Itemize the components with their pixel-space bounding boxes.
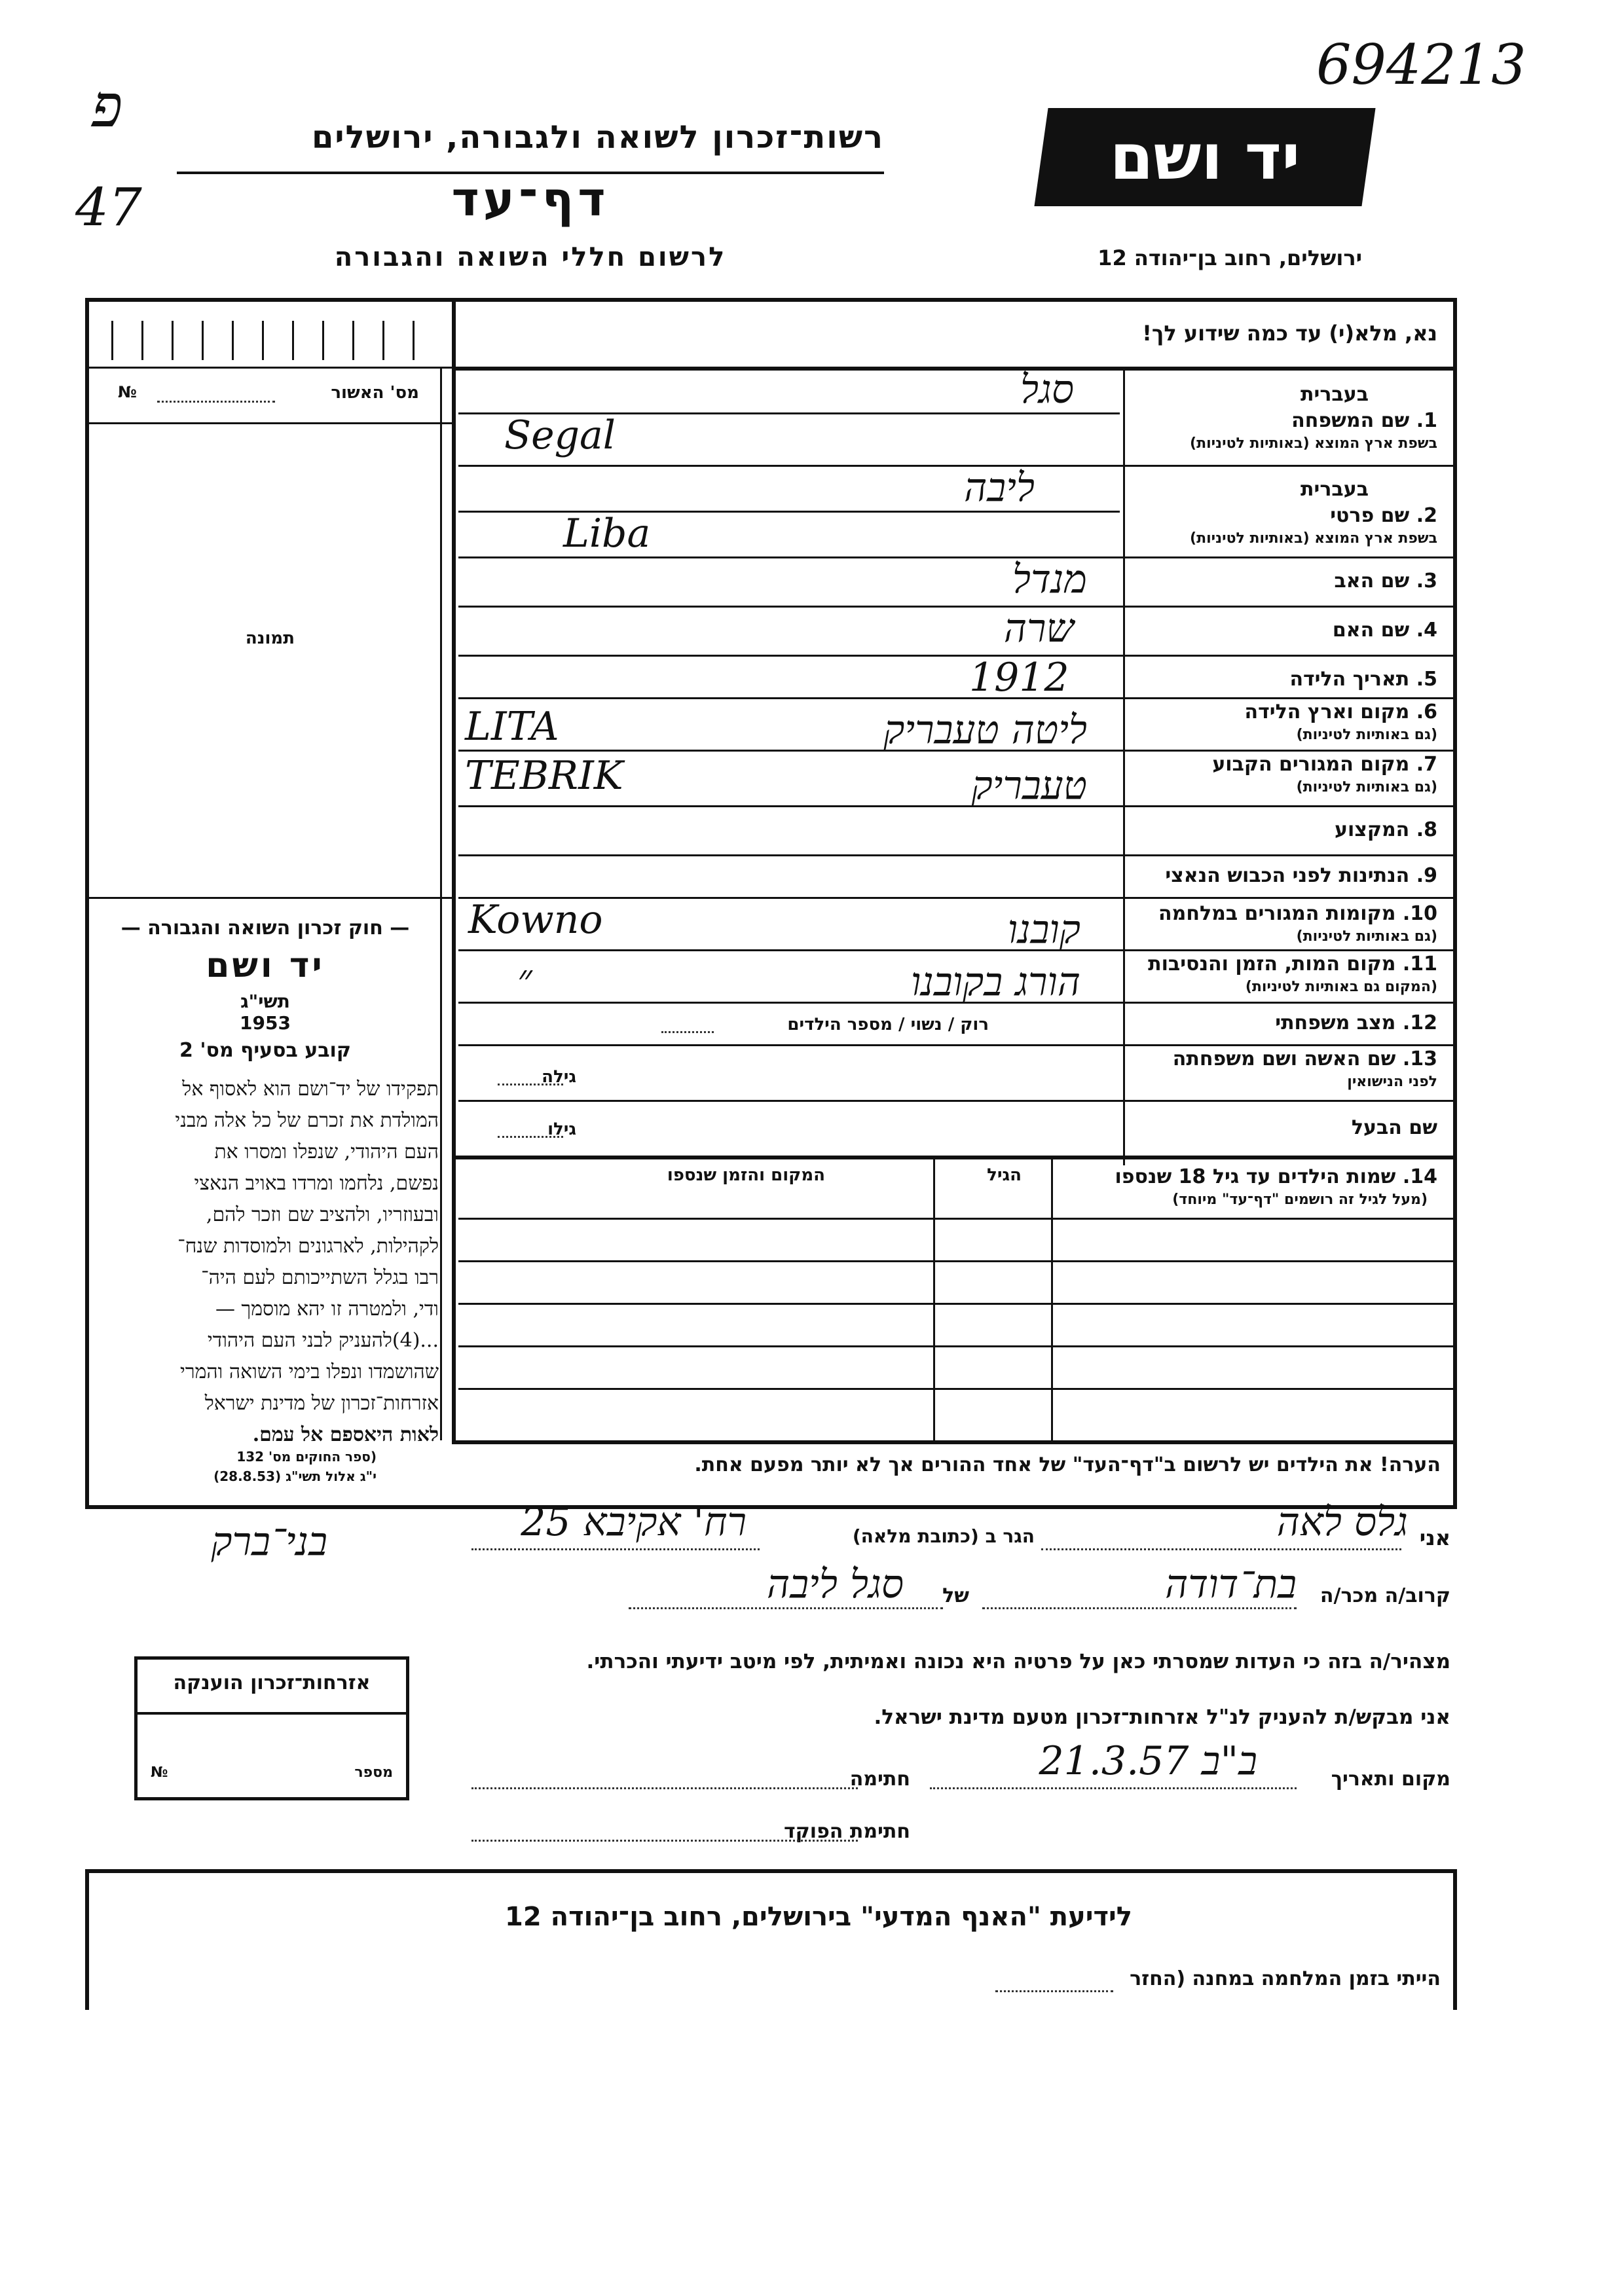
- f14-sub: (מעל לגיל זה רושמים "דף־עד" מיוחד): [1172, 1192, 1428, 1208]
- law-title: — חוק זכרון השואה והגבורה —: [120, 917, 410, 939]
- top-rule: [452, 367, 1457, 371]
- f1-hebrew-tag: בעברית: [1301, 383, 1369, 406]
- declarant-name-line: [1041, 1548, 1401, 1550]
- f1-value-latin: Segal: [504, 412, 616, 458]
- law-name: יד ושם: [206, 946, 325, 985]
- f9-rule: [458, 897, 1457, 899]
- f11-value: הורג בקובנו: [910, 959, 1080, 1005]
- f13b-label: שם הבעל: [1351, 1116, 1437, 1139]
- f14-row-rule: [458, 1388, 1457, 1390]
- signature-line: [471, 1787, 858, 1789]
- f11-ditto: ״: [517, 956, 532, 1002]
- f2-bottom-rule: [458, 556, 1457, 558]
- law-line: לאות היאספם אל עמם.: [252, 1423, 439, 1446]
- of-line: [629, 1607, 943, 1609]
- top-note: נא, מלא(י) עד כמה שידוע לך!: [1142, 321, 1437, 346]
- declarant-address: רח' אקיבא 25: [521, 1499, 747, 1545]
- approval-no-line: [157, 401, 275, 403]
- law-section: קובע בסעיף מס' 2: [179, 1039, 351, 1062]
- f6-label: 6. מקום וארץ הלידה: [1244, 701, 1437, 723]
- request-text: אני מבקש/ת להעניק לנ"ל אזרחות־זכרון מטעם מדינת ישראל.: [874, 1705, 1450, 1729]
- f13b-age-line: [498, 1136, 563, 1138]
- f2-value-hebrew: ליבה: [964, 465, 1035, 511]
- f11-label: 11. מקום המות, הזמן והנסיבות: [1148, 953, 1437, 975]
- f1-value-hebrew: סגל: [1020, 367, 1074, 412]
- yad-vashem-logo: [1034, 108, 1375, 206]
- form-title: דף־עד: [451, 172, 610, 227]
- f8-label: 8. המקצוע: [1335, 818, 1437, 841]
- law-year-hebrew: תשי"ג: [240, 991, 290, 1012]
- law-line: העם היהודי, שנפלו ומסרו את: [214, 1140, 439, 1163]
- f13-label: 13. שם האשה ושם משפחתה: [1172, 1048, 1437, 1070]
- f10-value-hebrew: קובנו: [1007, 907, 1080, 953]
- certificate-no-label: מספר: [354, 1764, 393, 1781]
- f4-rule: [458, 655, 1457, 657]
- law-line: רבו בגלל השתייכותם לעם היה־: [201, 1266, 439, 1289]
- declarant-ani-label: אני: [1419, 1525, 1450, 1550]
- corner-mark-number: 47: [75, 177, 142, 238]
- f12-rule: [458, 1044, 1457, 1046]
- footer-cut-line: [995, 1990, 1113, 1992]
- f14-col-age: הגיל: [987, 1165, 1022, 1185]
- law-line: לקהילות, לארגונים ולמוסדות שנח־: [177, 1235, 439, 1258]
- approval-no-prefix: №: [118, 383, 137, 401]
- f10-label: 10. מקומות המגורים במלחמה: [1158, 902, 1437, 925]
- declarant-city: בני־ברק: [211, 1519, 327, 1565]
- f5-label: 5. תאריך הלידה: [1289, 668, 1437, 691]
- declarant-address-label: הגר ב (כתובת מלאה): [852, 1525, 1035, 1547]
- law-ref-line: (ספר החוקים מס' 132: [236, 1449, 377, 1465]
- f2-hebrew-tag: בעברית: [1301, 478, 1369, 501]
- certificate-title: אזרחות־זכרון הוענקה: [173, 1671, 371, 1694]
- approval-divider: [89, 367, 452, 369]
- f2-mid-rule: [458, 511, 1120, 513]
- form-subtitle: לרשום חללי השואה והגבורה: [334, 242, 727, 272]
- f9-label: 9. הנתינות לפני הכבוש הנאצי: [1165, 864, 1437, 887]
- corner-mark-letter: פ: [92, 72, 123, 141]
- approval-ticks: [111, 321, 413, 360]
- logo-text: יד ושם: [1109, 120, 1301, 194]
- law-line: שהושמדו ונפלו בימי השואה והמרי: [179, 1360, 439, 1383]
- f13-age-line: [498, 1084, 563, 1085]
- signature-label: חתימה: [849, 1768, 910, 1791]
- place-date-value: ב"ב 21.3.57: [1039, 1738, 1257, 1784]
- f4-value: שרה: [1003, 606, 1074, 651]
- f13b-age-label: גילו: [547, 1120, 576, 1139]
- relative-label: קרוב/ה מכר/ה: [1320, 1584, 1450, 1607]
- law-line: אזרחות־זכרון של מדינת ישראל: [204, 1392, 439, 1415]
- footer-cut-text: הייתי בזמן המלחמה במחנה (החזר: [1130, 1967, 1441, 1990]
- officer-line: [471, 1840, 858, 1842]
- f6-rule: [458, 750, 1457, 752]
- f14-row-rule: [458, 1260, 1457, 1262]
- f10-rule: [458, 949, 1457, 951]
- law-line: המולדת את זכרם של כל אלה מבני: [175, 1109, 439, 1132]
- f1-sub: בשפת ארץ המוצא (באותיות לטיניות): [1190, 435, 1437, 452]
- law-line: ודי, ולמטרה זו יהא מוסמך —: [215, 1298, 439, 1321]
- f14-col-divider-1: [933, 1156, 935, 1444]
- f14-row-rule: [458, 1303, 1457, 1305]
- declaration-text: מצהיר/ה בזה כי העדות שמסרתי כאן על פרטיה היא נכונה ואמיתית, לפי מיטב ידיעתי והכרתי.: [586, 1650, 1450, 1673]
- law-block: [95, 917, 435, 1062]
- f5-value: 1912: [969, 655, 1069, 701]
- f12-label: 12. מצב משפחתי: [1275, 1011, 1437, 1034]
- f13-age-label: גילה: [542, 1067, 576, 1087]
- authority-name: רשות־זכרון לשואה ולגבורה, ירושלים: [311, 119, 884, 156]
- left-column-inner-rule: [440, 367, 442, 1440]
- f6-value-latin: LITA: [465, 704, 559, 750]
- f14-row-rule: [458, 1345, 1457, 1347]
- f6-value-hebrew: ליטה טעבריק: [883, 707, 1087, 753]
- of-value: סגל ליבה: [767, 1561, 904, 1607]
- f2-label: 2. שם פרטי: [1330, 504, 1437, 527]
- relation-line: [982, 1607, 1297, 1609]
- note-text: הערה! את הילדים יש לרשום ב"דף־העד" של אחד ההורים אך לא יותר מפעם אחת.: [694, 1453, 1441, 1476]
- footer-right-rule: [1453, 1869, 1457, 2010]
- f7-label: 7. מקום המגורים הקבוע: [1212, 753, 1437, 776]
- top-right-number: 694213: [1316, 33, 1526, 97]
- f7-rule: [458, 805, 1457, 807]
- law-line: ...(4)להעניק לבני העם היהודי: [207, 1329, 439, 1352]
- officer-label: חתימת הפוקד: [784, 1820, 910, 1843]
- f3-rule: [458, 606, 1457, 608]
- f7-value-latin: TEBRIK: [465, 753, 623, 799]
- law-text: [95, 1074, 439, 1451]
- f1-bottom-rule: [458, 465, 1457, 467]
- f14-header-rule: [458, 1218, 1457, 1220]
- f14-col-place: המקום והזמן שנספו: [667, 1165, 825, 1185]
- footer-top-rule: [85, 1869, 1457, 1873]
- place-date-label: מקום ותאריך: [1331, 1768, 1450, 1791]
- relation-value: בת־דודה: [1165, 1561, 1297, 1607]
- f8-rule: [458, 854, 1457, 856]
- declarant-name: גלס לאה: [1276, 1499, 1408, 1545]
- law-reference: [95, 1447, 377, 1486]
- f12-children-line: [661, 1031, 714, 1033]
- law-year: 1953: [240, 1012, 291, 1034]
- f14-label: 14. שמות הילדים עד גיל 18 שנספו: [1115, 1165, 1437, 1188]
- photo-label: תמונה: [245, 629, 295, 648]
- certificate-rule: [134, 1712, 409, 1715]
- f1-label: 1. שם המשפחה: [1291, 409, 1437, 432]
- f12-options: רוק / נשוי / מספר הילדים: [787, 1015, 989, 1034]
- f10-sub: (גם באותיות לטיניות): [1296, 928, 1437, 945]
- f5-rule: [458, 697, 1457, 699]
- law-line: נפשם, נלחמו ומרדו באויב הנאצי: [194, 1172, 439, 1195]
- footer-left-rule: [85, 1869, 89, 2010]
- f6-sub: (גם באותיות לטיניות): [1296, 727, 1437, 743]
- photo-box-bottom: [89, 897, 452, 899]
- f7-sub: (גם באותיות לטיניות): [1296, 779, 1437, 795]
- left-column-divider: [452, 298, 456, 1440]
- f7-value-hebrew: טעבריק: [971, 763, 1087, 809]
- certificate-box: [134, 1656, 409, 1800]
- approval-no-label: מס' האשור: [331, 383, 419, 403]
- f3-value: מנדל: [1012, 556, 1087, 602]
- f11-rule: [458, 1002, 1457, 1004]
- f10-value-latin: Kowno: [468, 897, 603, 943]
- f2-sub: בשפת ארץ המוצא (באותיות לטיניות): [1190, 530, 1437, 547]
- certificate-no-prefix: №: [151, 1764, 168, 1781]
- law-line: ובעוזריו, ולהציב שם וזכר להם,: [206, 1203, 439, 1226]
- table-bottom-rule: [452, 1440, 1457, 1444]
- f11-sub: (המקום גם באותיות לטיניות): [1245, 979, 1437, 995]
- f13b-rule: [452, 1156, 1457, 1159]
- photo-box-top: [89, 422, 452, 424]
- f13-sub: לפני הנישואין: [1347, 1074, 1437, 1090]
- f2-value-latin: Liba: [563, 511, 651, 556]
- place-date-line: [930, 1787, 1297, 1789]
- law-line: תפקידו של יד־ושם הוא לאסוף אל: [182, 1078, 439, 1101]
- f13-rule: [458, 1100, 1457, 1102]
- of-label: של: [942, 1584, 969, 1607]
- header-address: ירושלים, רחוב בן־יהודה 12: [1098, 246, 1362, 270]
- law-ref-line: י"ג אלול תשי"ג (28.8.53): [213, 1468, 377, 1484]
- declarant-address-line: [471, 1548, 760, 1550]
- f3-label: 3. שם האב: [1334, 570, 1437, 592]
- footer-notice: לידיעת "האנף המדעי" בירושלים, רחוב בן־יהודה 12: [505, 1902, 1132, 1932]
- f4-label: 4. שם האם: [1332, 619, 1437, 642]
- f14-col-divider-2: [1051, 1156, 1053, 1444]
